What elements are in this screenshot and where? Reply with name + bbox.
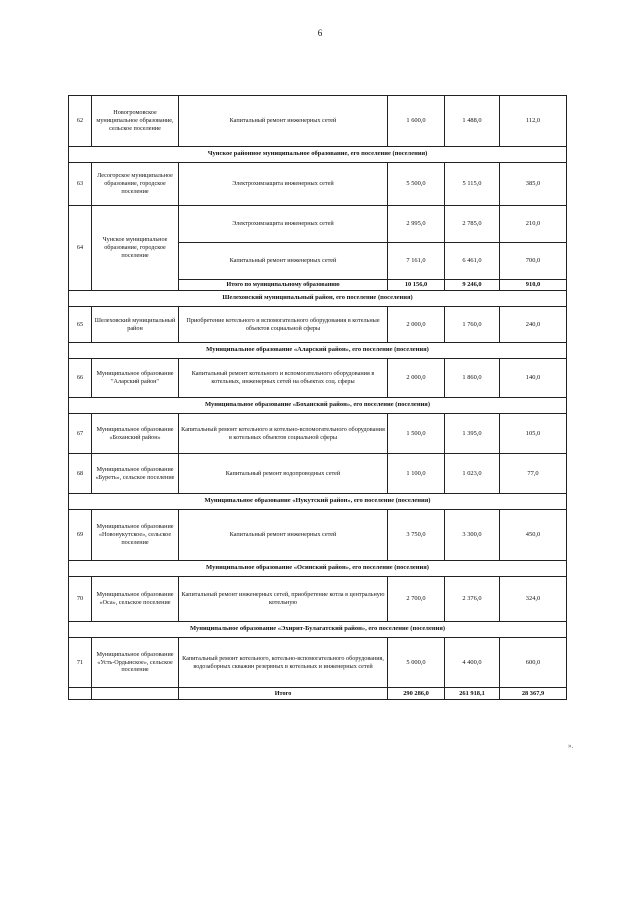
work-description-cell: Капитальный ремонт котельного, котельно-вспомогательного оборудования, водозаборных скважин резервных в котельных и инженерных сетей: [179, 638, 388, 688]
table-row: [69, 163, 567, 206]
regional-amount-cell: 1 760,0: [445, 307, 500, 343]
row-number: 71: [69, 638, 92, 688]
municipality-cell: Шелеховский муниципальный район: [92, 307, 179, 343]
row-number: 63: [69, 163, 92, 206]
work-description-cell: Приобретение котельного и вспомогательного оборудования в котельные объектов социальной сферы: [179, 307, 388, 343]
section-row: [69, 343, 567, 359]
section-heading: Муниципальное образование «Нукутский район», его поселение (поселения): [69, 494, 567, 510]
section-heading: Муниципальное образование «Осинский район», его поселение (поселения): [69, 561, 567, 577]
regional-amount-cell: 1 860,0: [445, 359, 500, 398]
row-number: 69: [69, 510, 92, 561]
total-amount-cell: 5 500,0: [388, 163, 445, 206]
regional-amount-cell: 5 115,0: [445, 163, 500, 206]
total-amount-cell: 5 000,0: [388, 638, 445, 688]
section-row: [69, 291, 567, 307]
total-amount-cell: 3 750,0: [388, 510, 445, 561]
local-amount-cell: 140,0: [500, 359, 567, 398]
work-description-cell: Капитальный ремонт котельного и вспомогательного оборудования в котельных, инженерных сетей на объектах соц. сферы: [179, 359, 388, 398]
municipality-cell: Муниципальное образование «Оса», сельское поселение: [92, 577, 179, 622]
table-row: [69, 414, 567, 454]
local-amount-cell: 77,0: [500, 454, 567, 494]
regional-amount-cell: 2 376,0: [445, 577, 500, 622]
regional-amount-cell: 6 461,0: [445, 243, 500, 280]
funding-table: [68, 95, 567, 700]
subtotal-regional: 9 246,0: [445, 280, 500, 291]
local-amount-cell: 324,0: [500, 577, 567, 622]
local-amount-cell: 700,0: [500, 243, 567, 280]
section-heading: Муниципальное образование «Эхирит-Булагатский район», его поселение (поселения): [69, 622, 567, 638]
section-heading: Шелеховский муниципальный район, его поселение (поселения): [69, 291, 567, 307]
regional-amount-cell: 1 395,0: [445, 414, 500, 454]
row-number: 67: [69, 414, 92, 454]
row-number: 66: [69, 359, 92, 398]
regional-amount-cell: 1 023,0: [445, 454, 500, 494]
local-amount-cell: 112,0: [500, 96, 567, 147]
section-heading: Чунское районное муниципальное образование, его поселение (поселения): [69, 147, 567, 163]
regional-amount-cell: 1 488,0: [445, 96, 500, 147]
municipality-cell: Муниципальное образование «Боханский район»: [92, 414, 179, 454]
local-amount-cell: 600,0: [500, 638, 567, 688]
row-number: 64: [69, 206, 92, 291]
municipality-cell: Муниципальное образование «Новонукутское», сельское поселение: [92, 510, 179, 561]
work-description-cell: Электрохимзащита инженерных сетей: [179, 206, 388, 243]
subtotal-local: 910,0: [500, 280, 567, 291]
table-row: [69, 359, 567, 398]
total-amount-cell: 2 000,0: [388, 307, 445, 343]
grand-total-regional: 261 918,1: [445, 688, 500, 700]
grand-total-label: Итого: [179, 688, 388, 700]
local-amount-cell: 105,0: [500, 414, 567, 454]
row-number: 68: [69, 454, 92, 494]
section-heading: Муниципальное образование «Боханский район», его поселение (поселения): [69, 398, 567, 414]
work-description-cell: Капитальный ремонт инженерных сетей: [179, 243, 388, 280]
table-row: [69, 206, 567, 243]
section-row: [69, 561, 567, 577]
subtotal-label: Итого по муниципальному образованию: [179, 280, 388, 291]
row-number: 62: [69, 96, 92, 147]
regional-amount-cell: 3 300,0: [445, 510, 500, 561]
regional-amount-cell: 4 400,0: [445, 638, 500, 688]
section-row: [69, 398, 567, 414]
total-amount-cell: 1 100,0: [388, 454, 445, 494]
local-amount-cell: 210,0: [500, 206, 567, 243]
section-row: [69, 622, 567, 638]
total-amount-cell: 2 995,0: [388, 206, 445, 243]
work-description-cell: Капитальный ремонт котельного и котельно-вспомогательного оборудования в котельных объектов социальной сферы: [179, 414, 388, 454]
work-description-cell: Капитальный ремонт инженерных сетей: [179, 96, 388, 147]
page-number: 6: [317, 28, 323, 38]
municipality-cell: Муниципальное образование "Аларский район": [92, 359, 179, 398]
total-amount-cell: 2 700,0: [388, 577, 445, 622]
grand-total-local: 28 367,9: [500, 688, 567, 700]
local-amount-cell: 240,0: [500, 307, 567, 343]
subtotal-total: 10 156,0: [388, 280, 445, 291]
section-row: [69, 147, 567, 163]
total-amount-cell: 7 161,0: [388, 243, 445, 280]
regional-amount-cell: 2 785,0: [445, 206, 500, 243]
table-row: [69, 577, 567, 622]
municipality-cell: Лесогорское муниципальное образование, городское поселение: [92, 163, 179, 206]
local-amount-cell: 385,0: [500, 163, 567, 206]
grand-total-total: 290 286,0: [388, 688, 445, 700]
total-amount-cell: 1 600,0: [388, 96, 445, 147]
section-row: [69, 494, 567, 510]
table-row: [69, 638, 567, 688]
row-number: 70: [69, 577, 92, 622]
municipality-cell: Муниципальное образование «Усть-Ордынское», сельское поселение: [92, 638, 179, 688]
municipality-cell: Муниципальное образование «Буреть», сельское поселение: [92, 454, 179, 494]
table-row: [69, 96, 567, 147]
table-row: [69, 454, 567, 494]
local-amount-cell: 450,0: [500, 510, 567, 561]
total-amount-cell: 2 000,0: [388, 359, 445, 398]
municipality-cell: Чунское муниципальное образование, городское поселение: [92, 206, 179, 291]
table-row: [69, 510, 567, 561]
section-heading: Муниципальное образование «Аларский район», его поселение (поселения): [69, 343, 567, 359]
table-row: [69, 307, 567, 343]
municipality-cell: Новогромовское муниципальное образование, сельское поселение: [92, 96, 179, 147]
work-description-cell: Капитальный ремонт инженерных сетей: [179, 510, 388, 561]
work-description-cell: Капитальный ремонт водопроводных сетей: [179, 454, 388, 494]
work-description-cell: Капитальный ремонт инженерных сетей, приобретение котла в центральную котельную: [179, 577, 388, 622]
work-description-cell: Электрохимзащита инженерных сетей: [179, 163, 388, 206]
row-number: 65: [69, 307, 92, 343]
total-amount-cell: 1 500,0: [388, 414, 445, 454]
closing-quote-mark: ».: [568, 742, 574, 750]
grand-total-row: [69, 688, 567, 700]
